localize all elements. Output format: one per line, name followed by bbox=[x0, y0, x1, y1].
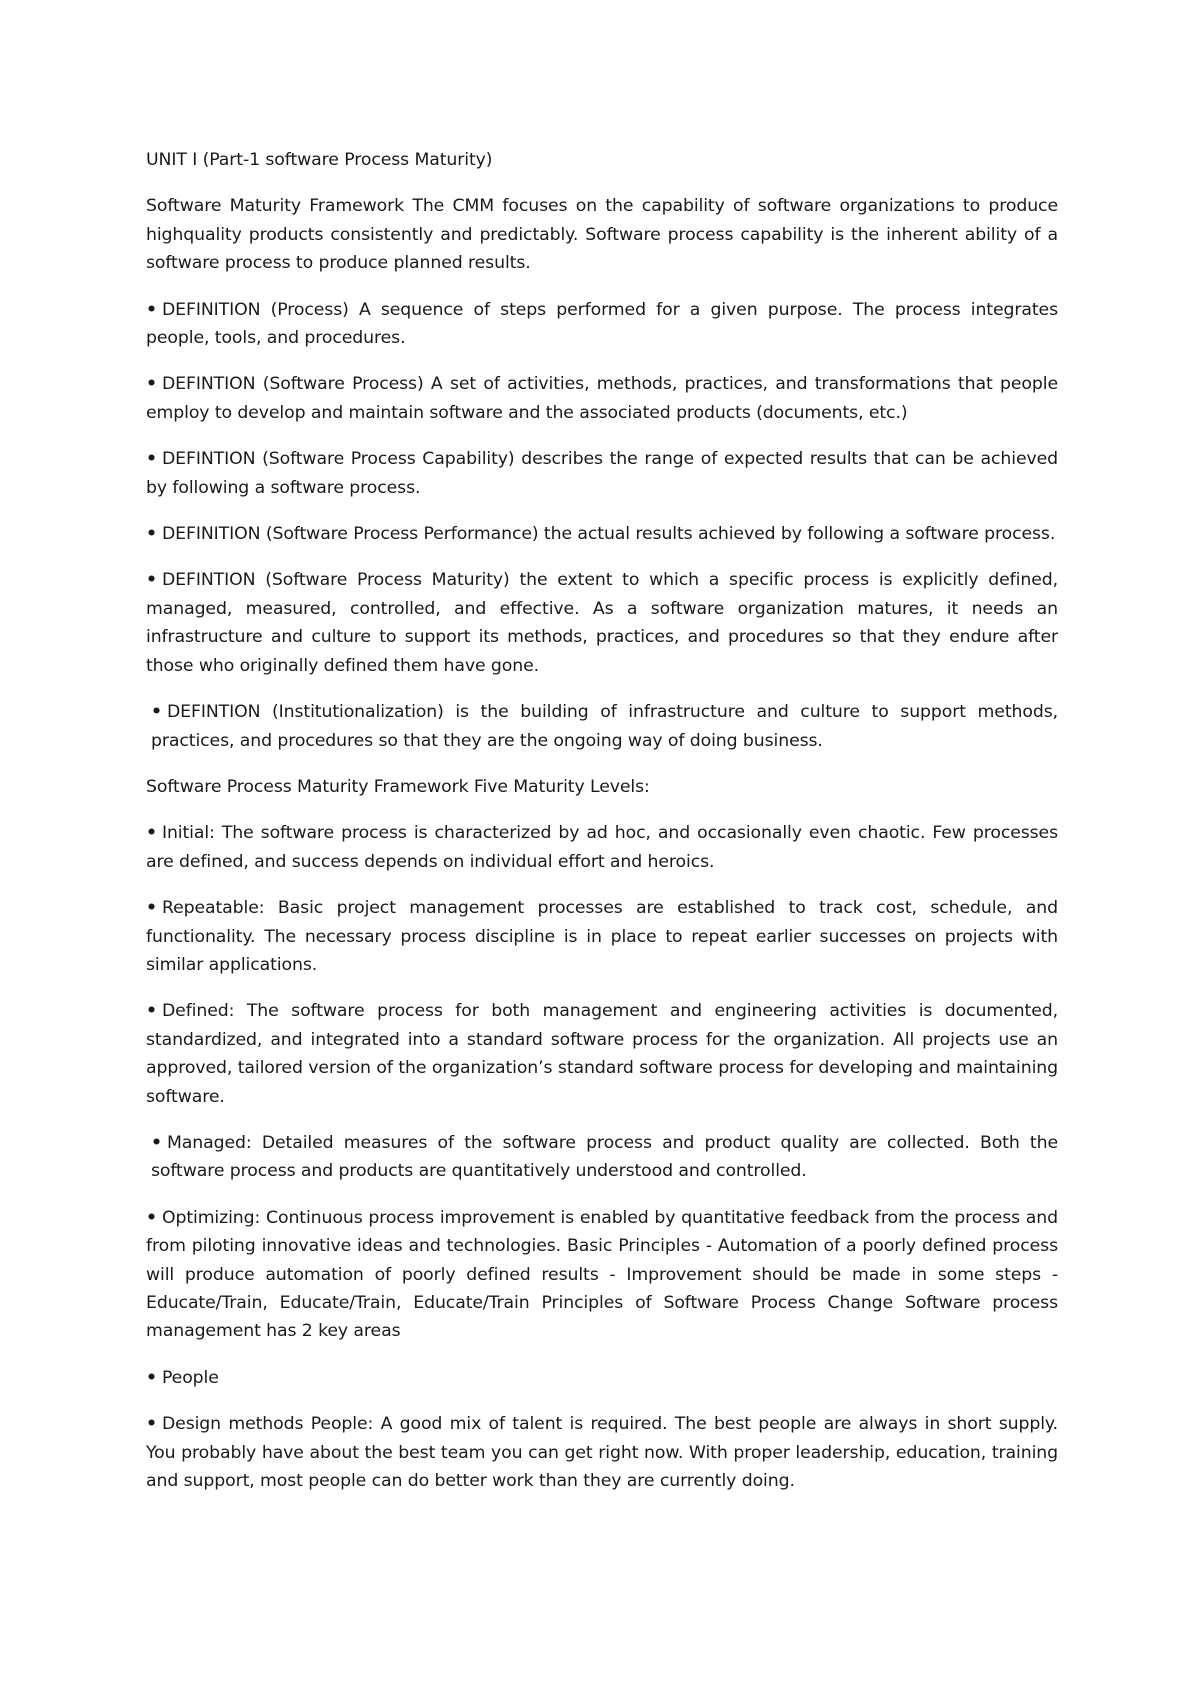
section-heading-maturity-levels bbox=[146, 773, 1058, 801]
paragraph-text: Software Maturity Framework The CMM focuses on the capability of software organizations to produce highquality products consistently and predictably. Software process capability is the inherent ability of a software process to produce planned results. bbox=[146, 196, 1058, 274]
bullet-icon: • bbox=[151, 1132, 162, 1153]
paragraph-text: DEFINITION (Process) A sequence of steps performed for a given purpose. The process integrates people, tools, and procedures. bbox=[146, 299, 1058, 349]
bullet-icon: • bbox=[151, 702, 162, 723]
key-area-design-methods bbox=[146, 1410, 1058, 1495]
paragraph-text: DEFINTION (Software Process Maturity) the extent to which a specific process is explicitly defined, managed, measured, controlled, and effective. As a software organization matures, it needs an infrastructure and culture to support its methods, practices, and procedures so that they endure after those who originally defined them have gone. bbox=[146, 570, 1058, 676]
level-repeatable bbox=[146, 894, 1058, 979]
paragraph-text: Initial: The software process is characterized by ad hoc, and occasionally even chaotic. Few processes are defined, and success depends on individual effort and heroics. bbox=[146, 823, 1058, 872]
paragraph-text: Optimizing: Continuous process improvement is enabled by quantitative feedback from the process and from piloting innovative ideas and technologies. Basic Principles - Automation of a poorly defined process will produce automation of poorly defined results - Improvement should be made in some steps - Educate/Train, Educate/Train, Educate/Train Principles of Software Process Change Software process management has 2 key areas bbox=[146, 1207, 1058, 1342]
level-defined bbox=[146, 997, 1058, 1111]
bullet-icon: • bbox=[146, 524, 157, 545]
definition-process bbox=[146, 296, 1058, 353]
level-initial bbox=[146, 819, 1058, 876]
paragraph-text: Repeatable: Basic project management processes are established to track cost, schedule, and functionality. The necessary process discipline is in place to repeat earlier successes on projects with similar applications. bbox=[146, 898, 1058, 975]
bullet-icon: • bbox=[146, 1414, 157, 1435]
bullet-icon: • bbox=[146, 449, 157, 470]
level-managed bbox=[146, 1129, 1058, 1186]
document-body bbox=[146, 146, 1058, 1513]
definition-process-performance bbox=[146, 520, 1058, 548]
paragraph-text: DEFINTION (Software Process) A set of activities, methods, practices, and transformations that people employ to develop and maintain software and the associated products (documents, etc.) bbox=[146, 374, 1058, 423]
paragraph-text: DEFINTION (Software Process Capability) describes the range of expected results that can be achieved by following a software process. bbox=[146, 449, 1058, 498]
key-area-people bbox=[146, 1364, 1058, 1392]
paragraph-text: DEFINITION (Software Process Performance) the actual results achieved by following a software process. bbox=[161, 524, 1056, 545]
paragraph-text: People bbox=[161, 1367, 219, 1388]
bullet-icon: • bbox=[146, 374, 157, 395]
paragraph-text: Design methods People: A good mix of talent is required. The best people are always in short supply. You probably have about the best team you can get right now. With proper leadership, education, training and support, most people can do better work than they are currently doing. bbox=[146, 1414, 1058, 1492]
paragraph-text: Managed: Detailed measures of the software process and product quality are collected. Both the software process and products are quantitatively understood and controlled. bbox=[151, 1132, 1058, 1182]
paragraph-text: Software Process Maturity Framework Five Maturity Levels: bbox=[146, 776, 650, 797]
bullet-icon: • bbox=[146, 1207, 157, 1228]
definition-institutionalization bbox=[146, 698, 1058, 755]
paragraph-text: DEFINTION (Institutionalization) is the building of infrastructure and culture to support methods, practices, and procedures so that they are the ongoing way of doing business. bbox=[151, 702, 1058, 751]
level-optimizing bbox=[146, 1204, 1058, 1346]
bullet-icon: • bbox=[146, 570, 157, 591]
paragraph-text: Defined: The software process for both management and engineering activities is documented, standardized, and integrated into a standard software process for the organization. All projects use an approved, tailored version of the organization’s standard software process for developing and maintaining software. bbox=[146, 1001, 1058, 1107]
definition-software-process bbox=[146, 370, 1058, 427]
bullet-icon: • bbox=[146, 1001, 157, 1022]
bullet-icon: • bbox=[146, 1367, 157, 1388]
bullet-icon: • bbox=[146, 299, 157, 320]
definition-process-capability bbox=[146, 445, 1058, 502]
bullet-icon: • bbox=[146, 823, 157, 844]
paragraph-maturity-framework bbox=[146, 192, 1058, 277]
document-title: UNIT I (Part-1 software Process Maturity) bbox=[146, 150, 493, 170]
bullet-icon: • bbox=[146, 898, 157, 919]
definition-process-maturity bbox=[146, 566, 1058, 680]
